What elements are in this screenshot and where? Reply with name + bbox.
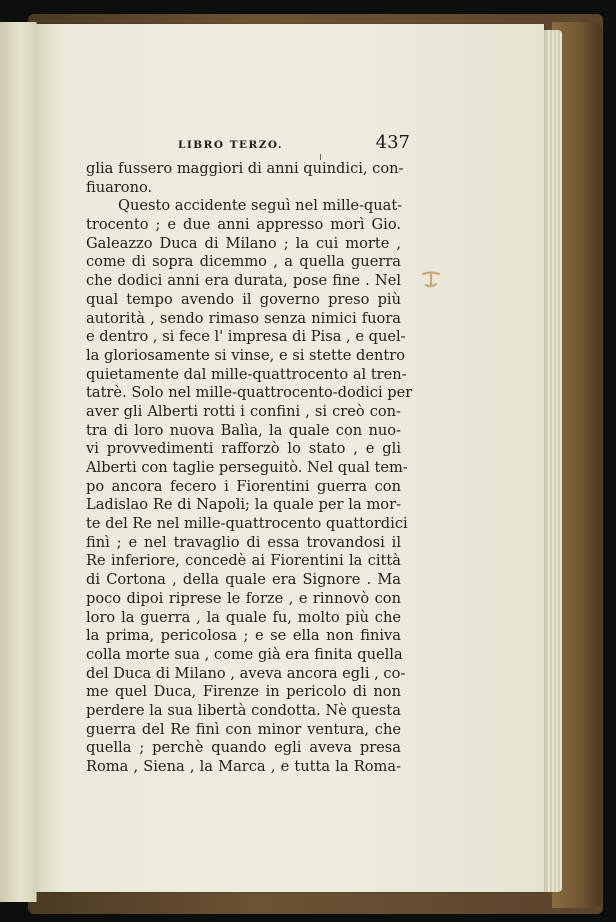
text-line: di Cortona , della quale era Signore . Ma [86,571,401,589]
page-header [178,132,410,158]
text-line: e dentro , si fece l' impresa di Pisa , e quel- [86,328,406,346]
text-line: poco dipoi riprese le forze , e rinnovò con [86,589,401,607]
text-line: autorità , sendo rimaso senza nimici fuora [86,309,401,327]
text-line: quella ; perchè quando egli aveva presa [86,739,401,757]
text-line: del Duca di Milano , aveva ancora egli , co- [86,664,406,682]
text-line: Ladislao Re di Napoli; la quale per la mor- [86,496,401,514]
text-line: loro la guerra , la quale fu, molto più che [86,608,401,626]
text-line: po ancora fecero i Fiorentini guerra con [86,477,401,495]
text-line: te del Re nel mille-quattrocento quattordici [86,515,408,533]
page-number: 437 [375,132,410,153]
text-line: aver gli Alberti rotti i confini , si creò con- [86,402,401,420]
text-line: glia fussero maggiori di anni quindici, con- [86,160,404,177]
text-line: tatrè. Solo nel mille-quattrocento-dodici per [86,384,413,402]
text-line: guerra del Re finì con minor ventura, che [86,720,401,738]
margin-stain-mark [420,268,442,290]
text-line: perdere la sua libertà condotta. Nè questa [86,701,401,719]
text-line: me quel Duca, Firenze in pericolo di non [86,683,401,701]
body-text [86,160,413,777]
text-line: come di sopra dicemmo , a quella guerra [86,253,401,271]
text-line: che dodici anni era durata, pose fine . Nel [86,272,401,290]
text-line: Roma , Siena , la Marca , e tutta la Roma- [86,758,401,775]
text-line: tra di loro nuova Balìa, la quale con nuo- [86,421,401,439]
text-line: Re inferiore, concedè ai Fiorentini la città [86,552,401,570]
text-line: fiuarono. [86,178,153,196]
text-line: qual tempo avendo il governo preso più [86,290,401,308]
text-line: Questo accidente seguì nel mille-quat- [118,197,403,215]
text-line: vi provvedimenti rafforzò lo stato , e gli [86,440,401,458]
text-line: trocento ; e due anni appresso morì Gio. [86,216,401,234]
running-title: LIBRO TERZO. [178,139,284,151]
text-line: la gloriosamente si vinse, e si stette dentro [86,346,406,364]
text-line: Alberti con taglie perseguitò. Nel qual tem- [86,459,408,476]
facing-page-edge [0,22,37,902]
text-line: colla morte sua , come già era finita quella [86,645,403,663]
text-line: finì ; e nel travaglio di essa trovandosi il [86,533,401,551]
text-line: la prima, pericolosa ; e se ella non finiva [86,627,401,645]
text-line: quietamente dal mille-quattrocento al tren- [86,365,407,383]
text-line: Galeazzo Duca di Milano ; la cui morte , [86,234,401,252]
